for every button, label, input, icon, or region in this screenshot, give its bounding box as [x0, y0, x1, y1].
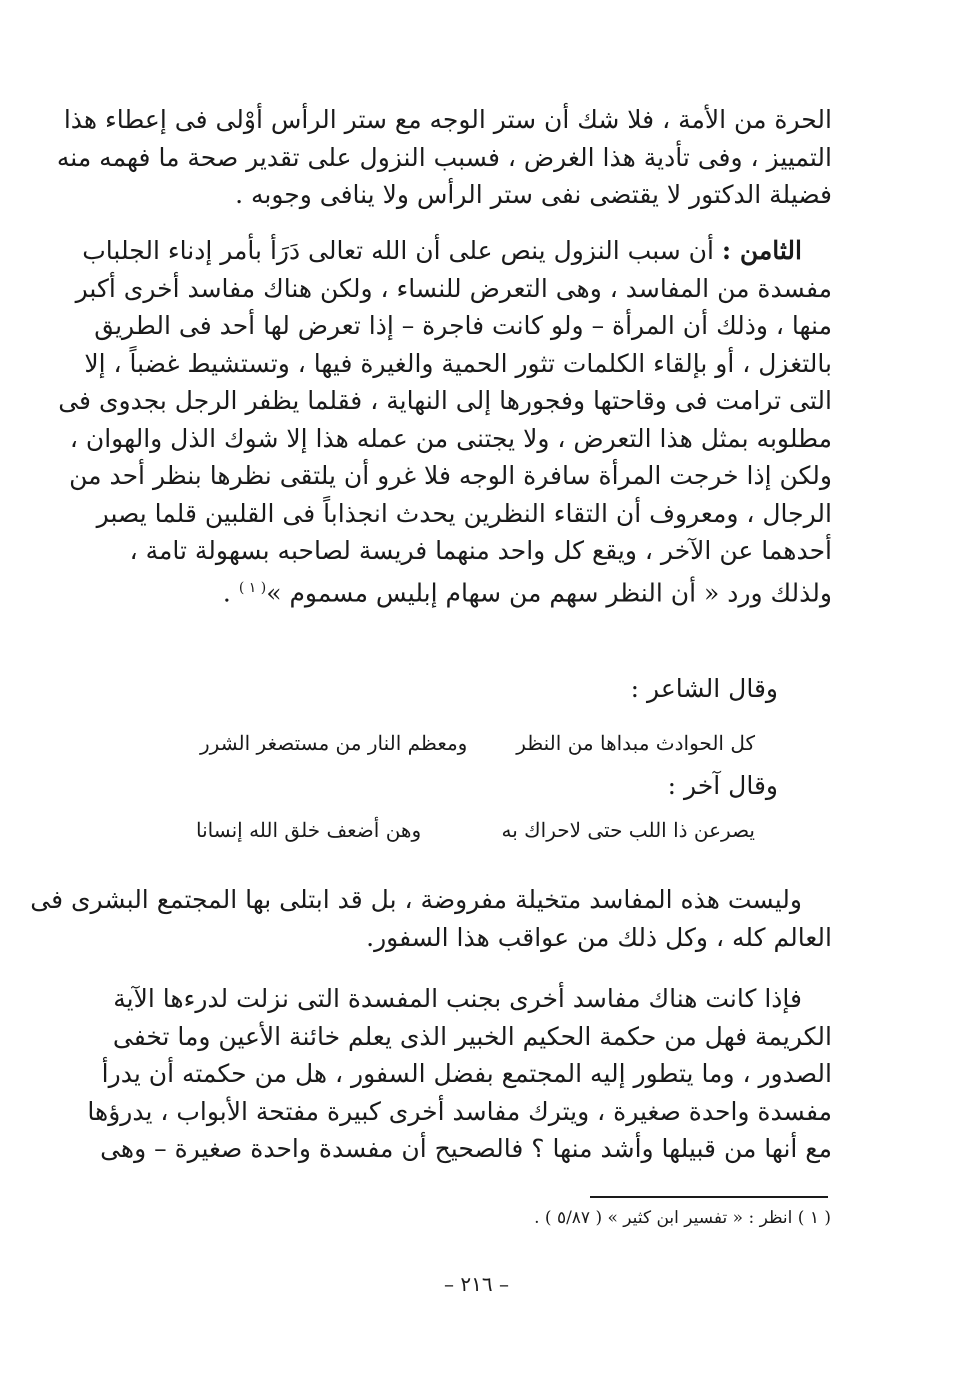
- section-heading: الثامن :: [721, 236, 802, 265]
- page-number: – ٢١٦ –: [444, 1272, 509, 1296]
- text-line: بالتغزل ، أو بإلقاء الكلمات تثور الحمية والغيرة فيها ، وتستشيط غضباً ، إلا: [84, 348, 832, 378]
- text-line: مفسدة من المفاسد ، وهى التعرض للنساء ، ولكن هناك مفاسد أخرى أكبر: [75, 273, 832, 303]
- paragraph-3: [30, 881, 832, 956]
- text-line: العالم كله ، وكل ذلك من عواقب هذا السفور.: [366, 922, 832, 952]
- verse-1-first-hemistich: كل الحوادث مبداها من النظر: [516, 731, 755, 755]
- text-line: [82, 232, 832, 270]
- paragraph-4: [87, 980, 832, 1168]
- text-line: منها ، وذلك أن المرأة – ولو كانت فاجرة – إذا تعرض لها أحد فى الطريق: [94, 311, 832, 340]
- text-line: مفسدة واحدة صغيرة ، ويترك مفاسد أخرى كبيرة مفتحة الأبواب ، يدرؤها: [87, 1096, 832, 1126]
- text-line: الصدور ، وما يتطور إليه المجتمع بفضل السفور ، هل من حكمته أن يدرأ: [101, 1059, 832, 1088]
- paragraph-1: [56, 101, 832, 214]
- footnote-divider: [590, 1196, 828, 1198]
- text-line: التمييز ، وفى تأدية هذا الغرض ، فسبب النزول على تقدير صحة ما فهمه منه: [56, 142, 832, 172]
- text-line: الحرة من الأمة ، فلا شك أن ستر الوجه مع ستر الرأس أوْلى فى إعطاء هذا: [63, 105, 832, 134]
- text-line: الرجال ، ومعروف أن التقاء النظرين يحدث انجذاباً فى القلبين قلما يصبر: [96, 498, 832, 528]
- sentence-end: .: [222, 577, 231, 607]
- text-line: مطلوبه بمثل هذا التعرض ، ولا يجتنى من عمله هذا إلا شوك الذل والهوان ،: [69, 423, 832, 453]
- text-line: مع أنها من قبيلها وأشد منها ؟ فالصحيح أن مفسدة واحدة صغيرة – وهى: [100, 1134, 832, 1163]
- verse-2-second-hemistich: وهن أضعف خلق الله إنسانا: [196, 818, 422, 842]
- last-line-text: ولذلك ورد « أن النظر سهم من سهام إبليس مسموم »: [266, 577, 832, 607]
- paragraph-2: [58, 232, 832, 611]
- heading-line-text: أن سبب النزول ينص على أن الله تعالى دَرَأ بأمر إدناء الجلباب: [82, 236, 714, 265]
- text-line: [134, 570, 832, 612]
- text-line: فضيلة الدكتور لا يقتضى نفى ستر الرأس ولا ينافى وجوبه .: [235, 180, 832, 209]
- footnote-reference: ( ١ ): [238, 579, 267, 596]
- text-line: ولكن إذا خرجت المرأة سافرة الوجه فلا غرو أن يلتقى نظرها بنظر أحد من: [69, 461, 832, 490]
- text-line: فإذا كانت هناك مفاسد أخرى بجنب المفسدة التى نزلت لدرءها الآية: [113, 984, 802, 1013]
- text-line: أحدهما عن الآخر ، ويقع كل واحد منهما فريسة لصاحبه بسهولة تامة ،: [129, 536, 832, 565]
- footnote: ( ١ ) انظر : « تفسير ابن كثير » ( ٥/٨٧ ) .: [534, 1208, 831, 1228]
- poet-said: وقال الشاعر :: [630, 674, 778, 703]
- text-line: وليست هذه المفاسد متخيلة مفروضة ، بل قد ابتلى بها المجتمع البشرى فى: [30, 885, 802, 914]
- text-line: الكريمة فهل من حكمة الحكيم الخبير الذى يعلم خائنة الأعين وما تخفى: [112, 1021, 832, 1051]
- verse-2-first-hemistich: يصرعن ذا اللب حتى لاحراك به: [501, 818, 755, 842]
- other-said: وقال آخر :: [667, 771, 778, 800]
- verse-1-second-hemistich: ومعظم النار من مستصغر الشرر: [200, 731, 468, 755]
- text-line: التى ترامت فى وقاحتها وفجورها إلى النهاية ، فقلما يظفر الرجل بجدوى فى: [58, 386, 832, 415]
